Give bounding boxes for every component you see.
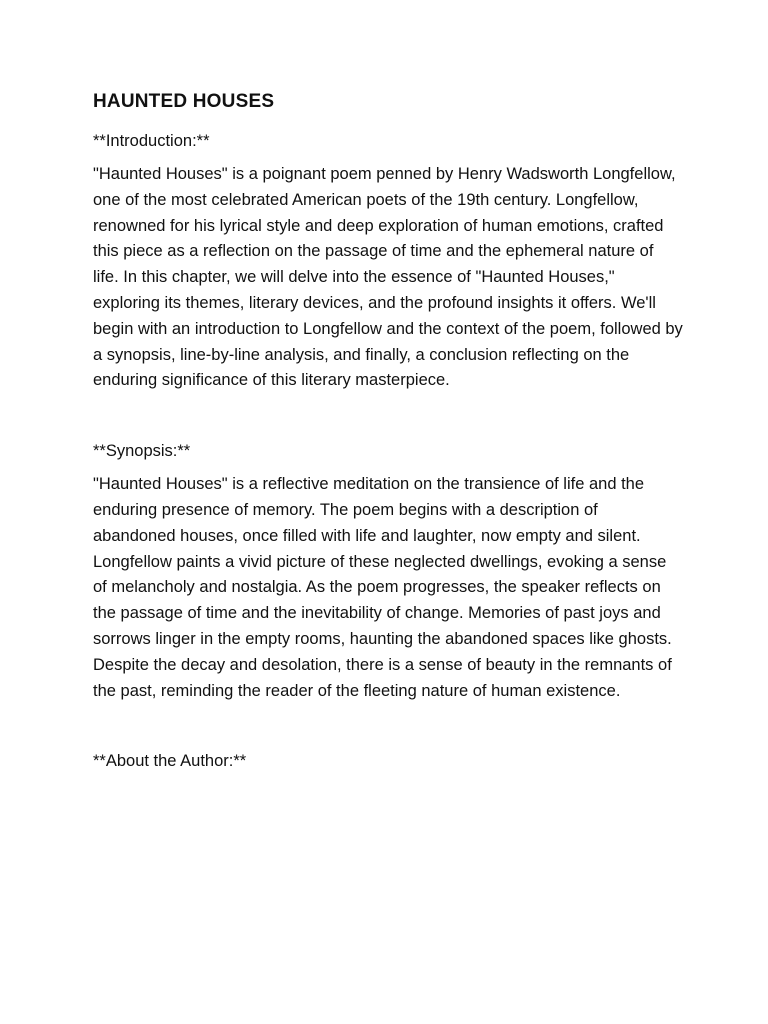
introduction-paragraph: "Haunted Houses" is a poignant poem penned by Henry Wadsworth Longfellow, one of the most celebrated American poets of the 19th century. Longfellow, renowned for his lyrical style and deep exploration of human emotions, crafted this piece as a reflection on the passage of time and the ephemeral nature of life. In this chapter, we will delve into the essence of "Haunted Houses," exploring its themes, literary devices, and the profound insights it offers. We'll begin with an introduction to Longfellow and the context of the poem, followed by a synopsis, line-by-line analysis, and finally, a conclusion reflecting on the enduring significance of this literary masterpiece. [93,165,683,390]
document-title: HAUNTED HOUSES [93,91,275,112]
synopsis-paragraph: "Haunted Houses" is a reflective meditation on the transience of life and the enduring presence of memory. The poem begins with a description of abandoned houses, once filled with life and laughter, now empty and silent. Longfellow paints a vivid picture of these neglected dwellings, evoking a sense of melancholy and nostalgia. As the poem progresses, the speaker reflects on the passage of time and the inevitability of change. Memories of past joys and sorrows linger in the empty rooms, haunting the abandoned spaces like ghosts. Despite the decay and desolation, there is a sense of beauty in the remnants of the past, reminding the reader of the fleeting nature of human existence. [93,475,672,700]
document-page [93,88,693,782]
section-heading-introduction: **Introduction:** [93,132,210,150]
section-spacer [93,704,693,748]
section-heading-synopsis: **Synopsis:** [93,442,191,461]
section-heading-about-author: **About the Author:** [93,752,247,771]
section-spacer [93,394,693,438]
